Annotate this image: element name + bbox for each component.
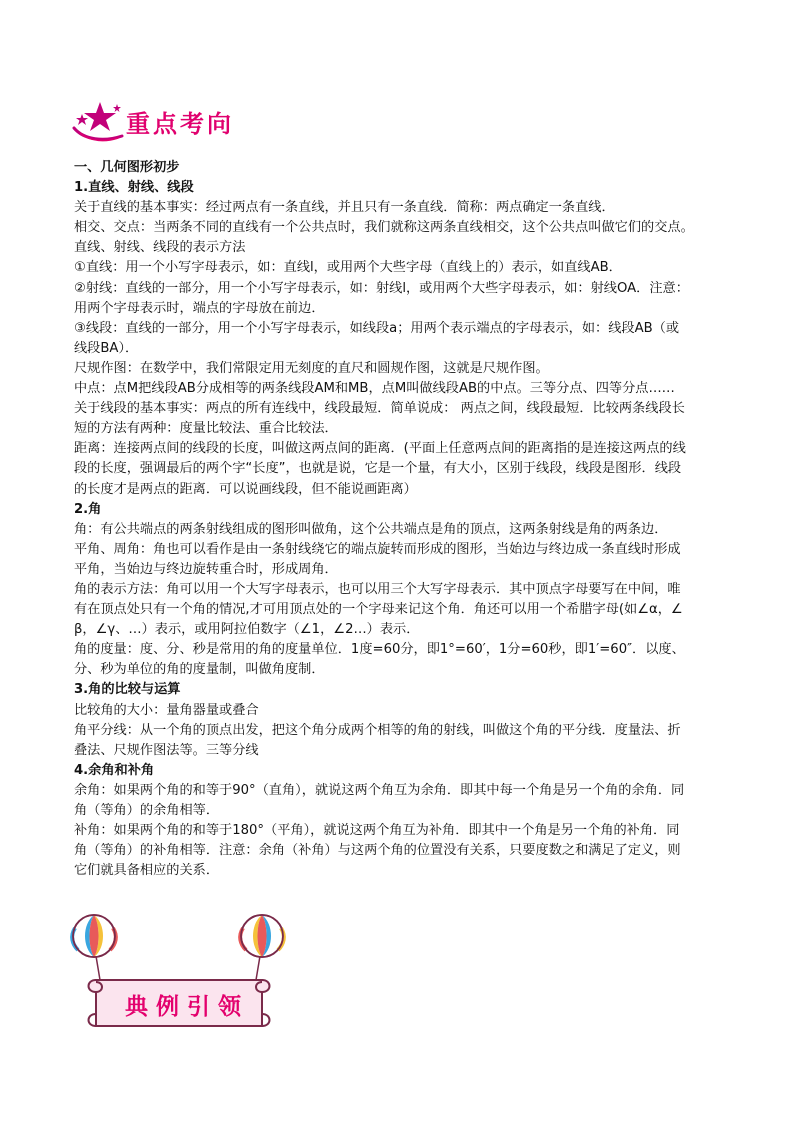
banner-title: 重点考向 [126,110,234,138]
text-line: 平角，当始边与终边旋转重合时，形成周角． [74,561,338,577]
text-line: 中点：点M把线段AB分成相等的两条线段AM和MB，点M叫做线段AB的中点。三等分点、四等分点…… [74,381,675,397]
section-heading: 1.直线、射线、线段 [74,180,194,196]
text-line: 角（等角）的余角相等． [74,803,220,818]
section-heading: 3.角的比较与运算 [74,682,181,698]
text-line: 的长度才是两点的距离．可以说画线段，但不能说画距离） [74,481,417,497]
text-line: 线段BA）． [74,340,139,356]
text-line: 距离：连接两点间的线段的长度，叫做这两点间的距离．(平面上任意两点间的距离指的是连接这两点的线 [74,441,686,457]
example-banner-title: 典例引领 [125,993,249,1020]
text-line: 直线、射线、线段的表示方法 [74,240,246,256]
text-line: 关于直线的基本事实：经过两点有一条直线，并且只有一条直线．简称：两点确定一条直线． [74,200,615,216]
text-line: 短的方法有两种：度量比较法、重合比较法． [74,421,338,437]
text-line: 段的长度，强调最后的两个字“长度”，也就是说，它是一个量，有大小，区别于线段，线段是图形．线段 [74,461,682,477]
text-line: 补角：如果两个角的和等于180°（平角），就说这两个角互为补角．即其中一个角是另一个角的补角．同 [74,823,680,839]
text-line: 比较角的大小：量角器量或叠合 [74,702,259,718]
text-line: ①直线：用一个小写字母表示，如：直线l，或用两个大些字母（直线上的）表示，如直线AB． [74,260,622,276]
text-line: 角（等角）的补角相等．注意：余角（补角）与这两个角的位置没有关系，只要度数之和满足了定义，则 [74,843,681,859]
text-line: 角的表示方法：角可以用一个大写字母表示，也可以用三个大写字母表示．其中顶点字母要写在中间，唯 [74,581,681,597]
text-line: β，∠γ、…）表示，或用阿拉伯数字（∠1，∠2…）表示． [74,622,420,638]
text-line: 用两个字母表示时，端点的字母放在前边． [74,300,325,316]
text-line: 相交、交点：当两条不同的直线有一个公共点时，我们就称这两条直线相交，这个公共点叫做它们的交点。 [74,220,694,236]
text-line: 有在顶点处只有一个角的情况,才可用顶点处的一个字母来记这个角．角还可以用一个希腊字母(如∠α，∠ [74,602,683,618]
text-line: ③线段：直线的一部分，用一个小写字母表示，如线段a；用两个表示端点的字母表示，如：线段AB（或 [74,320,680,336]
text-line: 它们就具备相应的关系． [74,863,220,879]
text-line: 平角、周角：角也可以看作是由一条射线绕它的端点旋转而形成的图形，当始边与终边成一条直线时形成 [74,541,681,557]
star-swoosh-icon [70,100,130,148]
section-banner [70,100,250,148]
section-heading: 4.余角和补角 [74,762,155,778]
beach-balls-scroll-icon [66,912,296,1042]
section-heading: 2.角 [74,501,102,517]
text-line: 叠法、尺规作图法等。三等分线 [74,742,259,758]
example-banner [66,912,296,1042]
text-line: 角平分线：从一个角的顶点出发，把这个角分成两个相等的角的射线，叫做这个角的平分线．度量法、折 [74,722,681,738]
section-heading: 一、几何图形初步 [74,160,180,175]
content-body [74,158,724,881]
text-line: ②射线：直线的一部分，用一个小写字母表示，如：射线l，或用两个大些字母表示，如：射线OA．注意： [74,280,689,296]
text-line: 分、秒为单位的角的度量制，叫做角度制． [74,662,325,678]
text-line: 余角：如果两个角的和等于90°（直角），就说这两个角互为余角．即其中每一个角是另一个角的余角．同 [74,782,685,798]
text-line: 角：有公共端点的两条射线组成的图形叫做角，这个公共端点是角的顶点，这两条射线是角的两条边． [74,521,668,537]
text-line: 关于线段的基本事实：两点的所有连线中，线段最短．简单说成： 两点之间，线段最短．比较两条线段长 [74,401,685,417]
text-line: 尺规作图：在数学中，我们常限定用无刻度的直尺和圆规作图，这就是尺规作图。 [74,360,549,376]
text-line: 角的度量：度、分、秒是常用的角的度量单位．1度=60分，即1°=60′，1分=60秒，即1′=60″．以度、 [74,642,685,658]
